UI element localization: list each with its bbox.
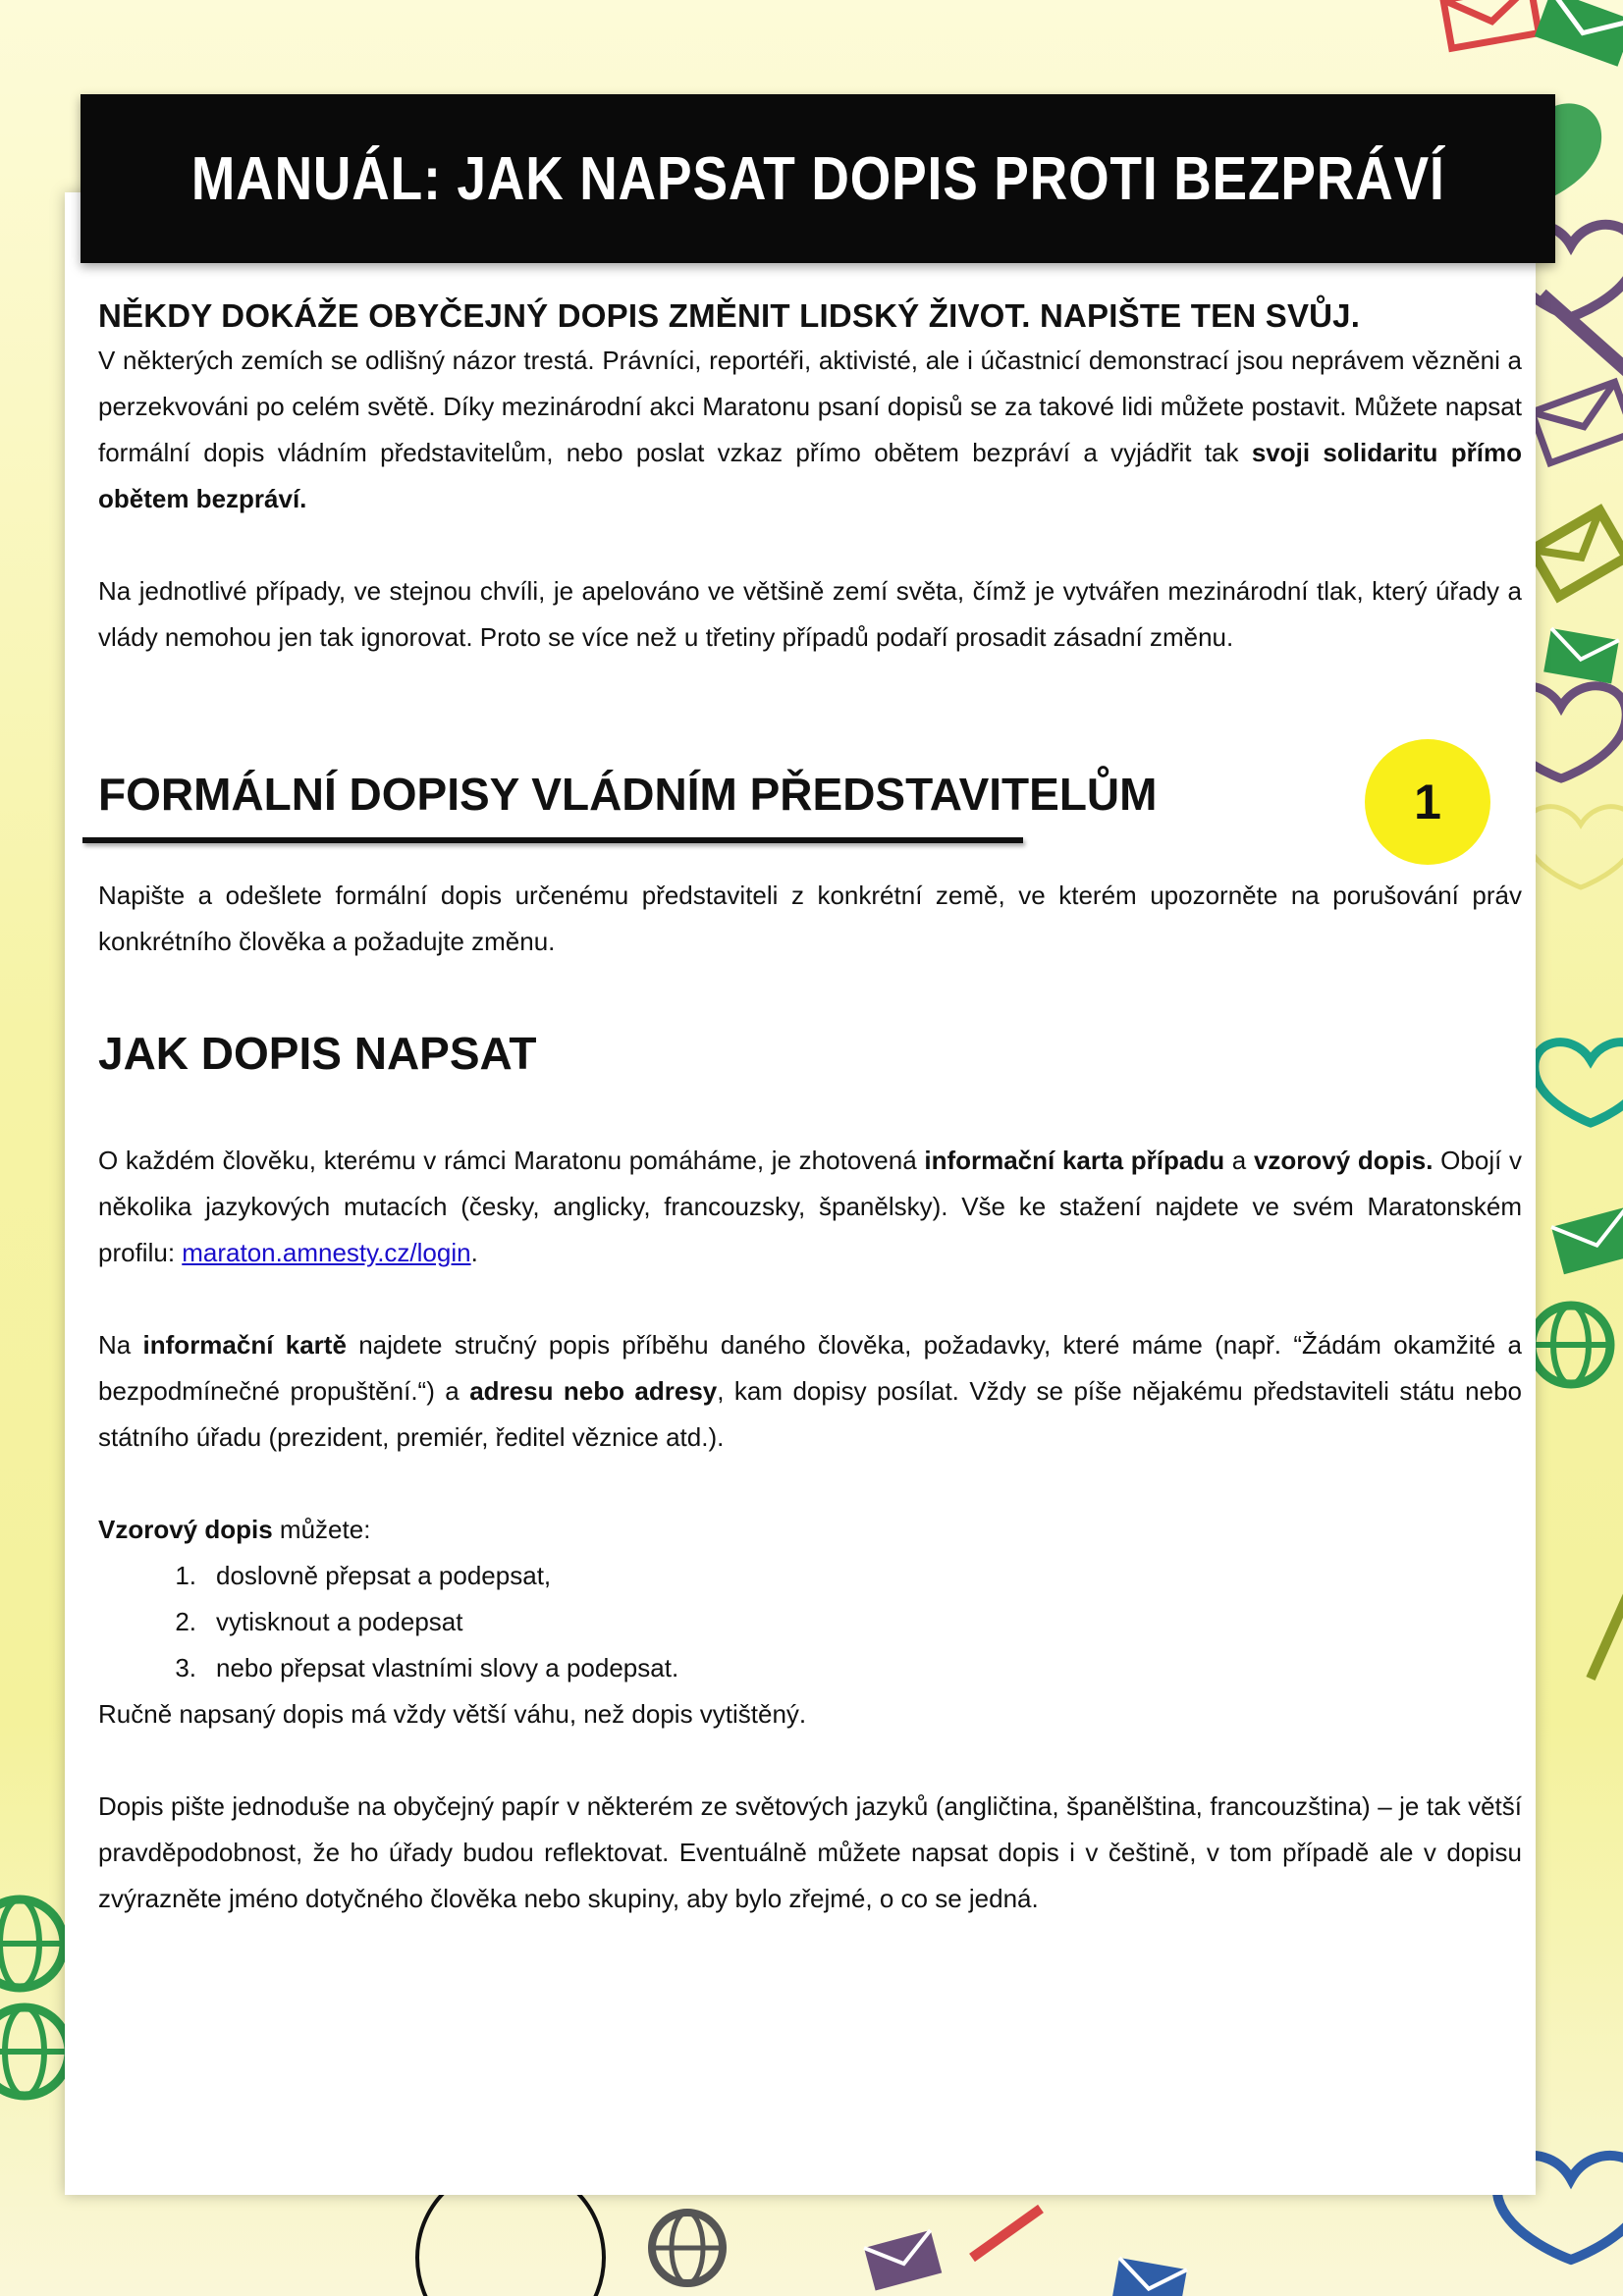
intro-text: V některých zemích se odlišný názor trestá. Právníci, reportéři, aktivisté, ale i účastnicí demonstrací jsou neprávem vězněni a perzekvováni po celém světě. Díky mezinárodní akci Maratonu psaní dopisů se za takové lidi můžete postavit. Můžete napsat formální dopis vládním představitelům, nebo poslat vzkaz přímo obětem bezpráví a vyjádřit tak bbox=[98, 346, 1522, 467]
list-text: vytisknout a podepsat bbox=[216, 1607, 463, 1636]
pen-icon bbox=[1591, 1590, 1623, 1679]
how-paragraph-5: Dopis pište jednoduše na obyčejný papír v některém ze světových jazyků (angličtina, španělština, francouzština) – je tak větší pravděpodobnost, že ho úřady budou reflektovat. Eventuálně můžete napsat dopis i v češtině, v tom případě ale v dopisu zvýrazněte jméno dotyčného člověka nebo skupiny, aby bylo zřejmé, o co se jedná. bbox=[98, 1791, 1522, 1913]
text-span: a bbox=[1224, 1146, 1254, 1175]
section-heading: FORMÁLNÍ DOPISY VLÁDNÍM PŘEDSTAVITELŮM bbox=[98, 769, 1158, 820]
document-content bbox=[98, 294, 1522, 1922]
envelope-icon bbox=[864, 2230, 942, 2291]
page-title: MANUÁL: JAK NAPSAT DOPIS PROTI BEZPRÁVÍ bbox=[190, 144, 1445, 213]
bold-span: informační kartě bbox=[142, 1330, 347, 1360]
envelope-icon bbox=[1532, 382, 1623, 462]
section-paragraph: Napište a odešlete formální dopis určenému představiteli z konkrétní země, ve kterém upozorněte na porušování práv konkrétního člověka a požadujte změnu. bbox=[98, 881, 1522, 956]
bold-span: informační karta případu bbox=[924, 1146, 1225, 1175]
login-link[interactable]: maraton.amnesty.cz/login bbox=[182, 1238, 471, 1267]
lead-heading: NĚKDY DOKÁŽE OBYČEJNÝ DOPIS ZMĚNIT LIDSKÝ ŽIVOT. NAPIŠTE TEN SVŮJ. bbox=[98, 297, 1361, 334]
intro-bold: svoji solidaritu přímo obětem bezpráví. bbox=[98, 438, 1522, 513]
pen-icon bbox=[1542, 294, 1623, 373]
list-item bbox=[98, 1599, 1522, 1645]
intro-paragraph-1 bbox=[98, 338, 1522, 522]
how-paragraph-4: Ručně napsaný dopis má vždy větší váhu, než dopis vytištěný. bbox=[98, 1699, 807, 1729]
heading-underline bbox=[82, 837, 1023, 843]
intro-paragraph-2: Na jednotlivé případy, ve stejnou chvíli, je apelováno ve většině zemí světa, čímž je vytvářen mezinárodní tlak, který úřady a vlády nemohou jen tak ignorovat. Proto se více než u třetiny případů podaří prosadit zásadní změnu. bbox=[98, 576, 1522, 652]
globe-icon bbox=[1532, 1306, 1610, 1384]
envelope-icon bbox=[1111, 2258, 1187, 2296]
list-item bbox=[98, 1645, 1522, 1691]
globe-icon bbox=[652, 2213, 723, 2283]
text-span: , kam dopisy posílat. Vždy se píše nějakému představiteli státu nebo státního úřadu (prezident, premiér, ředitel věznice atd.). bbox=[98, 1376, 1522, 1452]
list-text: doslovně přepsat a podepsat, bbox=[216, 1561, 552, 1590]
envelope-icon bbox=[1543, 628, 1619, 683]
globe-icon bbox=[0, 2007, 69, 2096]
text-span: O každém člověku, kterému v rámci Maratonu pomáháme, je zhotovená bbox=[98, 1146, 925, 1175]
list-number: 2. bbox=[175, 1607, 196, 1636]
numbered-list bbox=[98, 1553, 1522, 1691]
envelope-icon bbox=[1551, 1206, 1623, 1274]
section-heading-block bbox=[98, 765, 1522, 853]
heart-icon bbox=[1535, 1042, 1623, 1123]
globe-icon bbox=[0, 1899, 64, 1988]
title-banner bbox=[81, 94, 1555, 263]
envelope-icon bbox=[1535, 0, 1623, 67]
pen-icon bbox=[972, 2209, 1041, 2258]
text-span: najdete stručný popis příběhu daného člověka, požadavky, které máme (např. “Žádám okamžité a bezpodmínečné propuštění.“) a bbox=[98, 1330, 1522, 1406]
text-span: Obojí v několika jazykových mutacích (česky, anglicky, francouzsky, španělsky). Vše ke stažení najdete ve svém Maratonském profilu: bbox=[98, 1146, 1523, 1267]
how-paragraph-2 bbox=[98, 1322, 1522, 1461]
how-paragraph-1 bbox=[98, 1138, 1522, 1276]
subsection-heading: JAK DOPIS NAPSAT bbox=[98, 1028, 537, 1079]
bold-span: adresu nebo adresy bbox=[469, 1376, 718, 1406]
list-number: 1. bbox=[175, 1561, 196, 1590]
text-span: můžete: bbox=[272, 1515, 371, 1544]
list-item bbox=[98, 1553, 1522, 1599]
list-text: nebo přepsat vlastními slovy a podepsat. bbox=[216, 1653, 679, 1682]
text-span: Na bbox=[98, 1330, 143, 1360]
text-span: . bbox=[470, 1238, 478, 1267]
bold-span: Vzorový dopis bbox=[98, 1515, 273, 1544]
section-number-badge: 1 bbox=[1365, 739, 1490, 865]
envelope-icon bbox=[1443, 0, 1539, 48]
bold-span: vzorový dopis. bbox=[1253, 1146, 1434, 1175]
envelope-icon bbox=[1532, 510, 1623, 597]
heart-icon bbox=[1525, 807, 1623, 887]
list-number: 3. bbox=[175, 1653, 196, 1682]
how-paragraph-3 bbox=[98, 1507, 1522, 1553]
